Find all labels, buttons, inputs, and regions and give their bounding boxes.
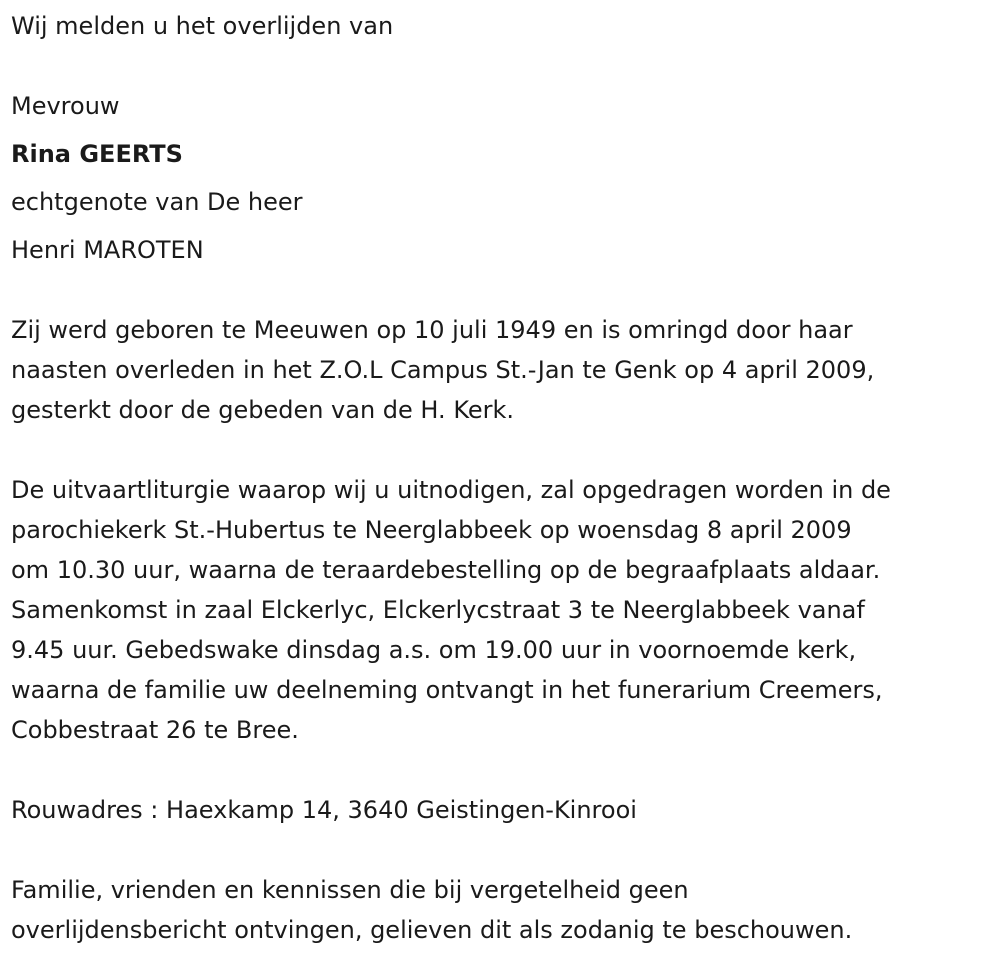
paragraph-line: waarna de familie uw deelneming ontvangt in het funerarium Creemers, (11, 676, 883, 704)
paragraph-line: Zij werd geboren te Meeuwen op 10 juli 1949 en is omringd door haar (11, 316, 853, 344)
intro-text: Wij melden u het overlijden van (11, 12, 394, 40)
paragraph-line: De uitvaartliturgie waarop wij u uitnodigen, zal opgedragen worden in de (11, 476, 891, 504)
paragraph-line: naasten overleden in het Z.O.L Campus St.-Jan te Genk op 4 april 2009, (11, 356, 875, 384)
paragraph-line: Cobbestraat 26 te Bree. (11, 716, 299, 744)
paragraph-line: gesterkt door de gebeden van de H. Kerk. (11, 396, 515, 424)
salutation: Mevrouw (11, 92, 120, 120)
paragraph-line: Familie, vrienden en kennissen die bij vergetelheid geen (11, 876, 689, 904)
paragraph-line: 9.45 uur. Gebedswake dinsdag a.s. om 19.00 uur in voornoemde kerk, (11, 636, 857, 664)
paragraph-line: om 10.30 uur, waarna de teraardebestelling op de begraafplaats aldaar. (11, 556, 881, 584)
spouse-name: Henri MAROTEN (11, 236, 204, 264)
deceased-name: Rina GEERTS (11, 140, 183, 168)
spouse-line: echtgenote van De heer (11, 188, 303, 216)
paragraph-line: overlijdensbericht ontvingen, gelieven dit als zodanig te beschouwen. (11, 916, 853, 944)
paragraph-line: Samenkomst in zaal Elckerlyc, Elckerlycstraat 3 te Neerglabbeek vanaf (11, 596, 865, 624)
paragraph-line: parochiekerk St.-Hubertus te Neerglabbeek op woensdag 8 april 2009 (11, 516, 852, 544)
mourning-address: Rouwadres : Haexkamp 14, 3640 Geistingen-Kinrooi (11, 796, 637, 824)
